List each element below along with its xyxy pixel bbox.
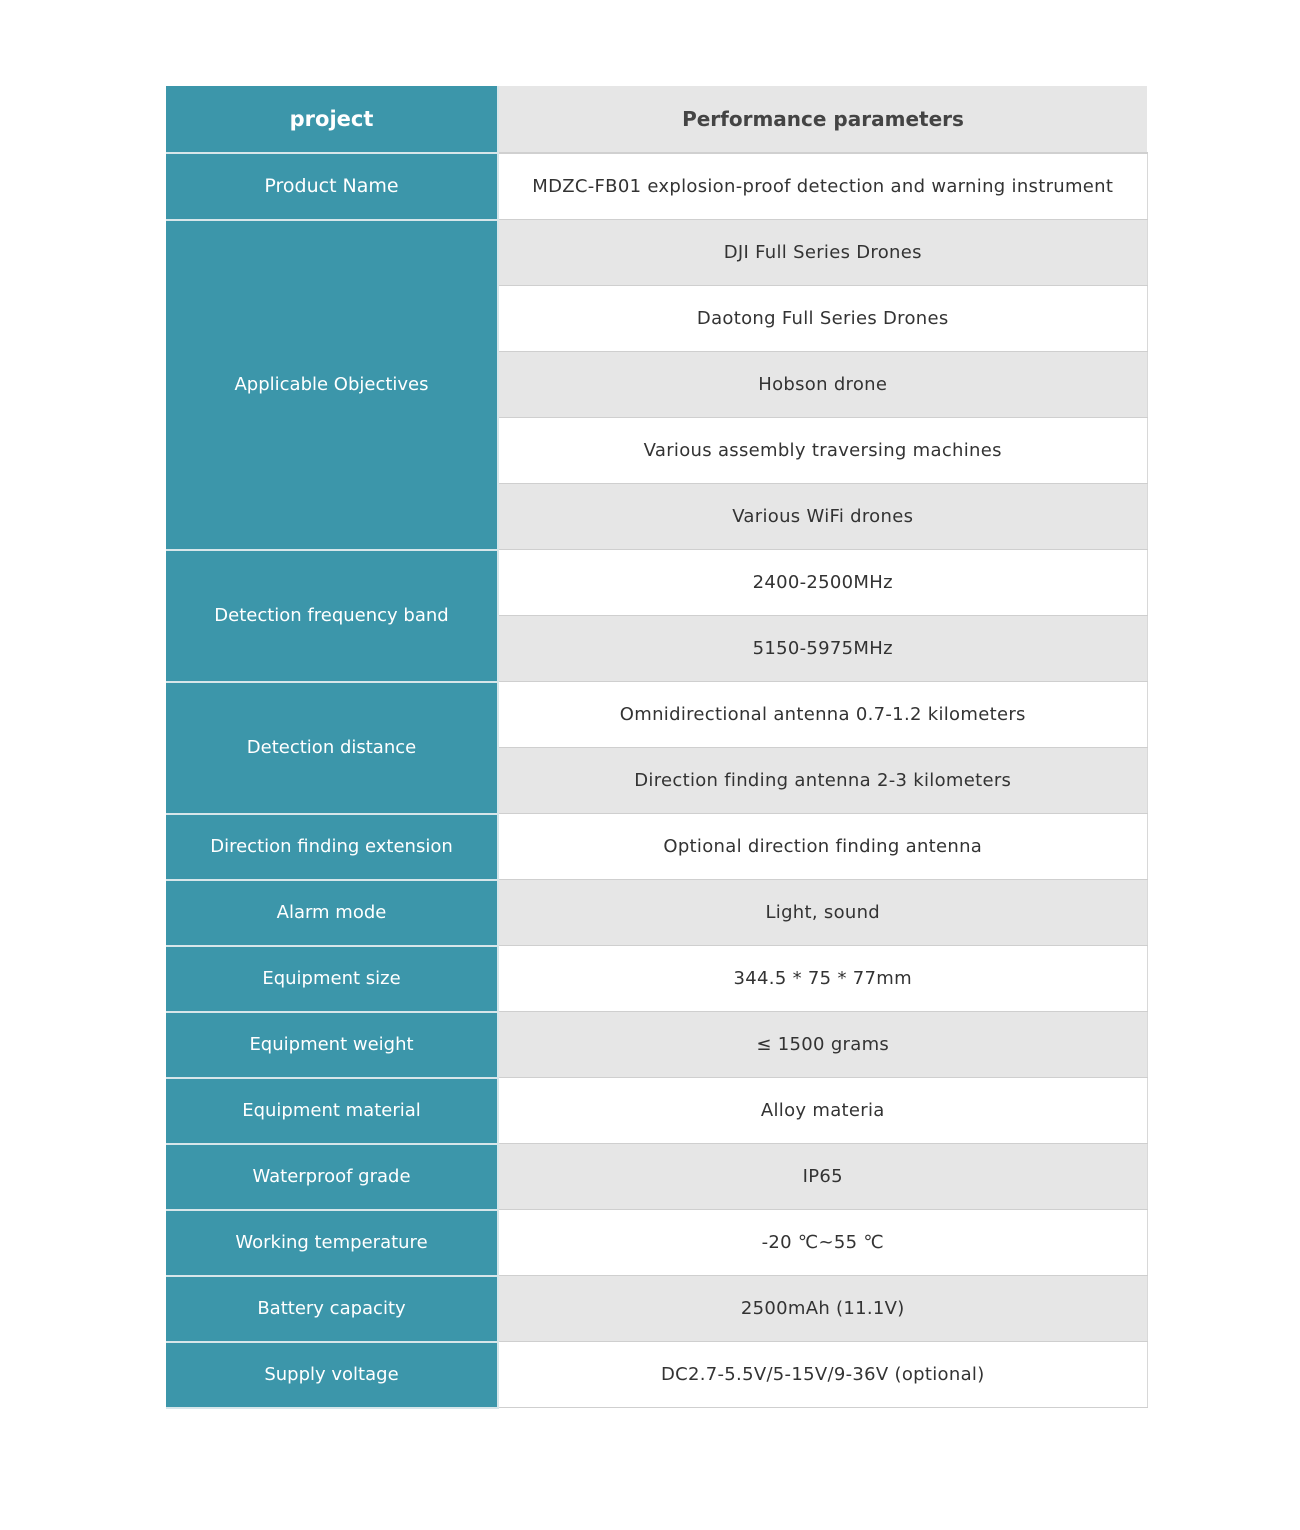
row-value: 5150-5975MHz (498, 616, 1147, 682)
row-label: Equipment material (166, 1078, 498, 1144)
table-row (166, 1276, 1147, 1342)
row-value: 344.5 * 75 * 77mm (498, 946, 1147, 1012)
table-row (166, 153, 1147, 220)
header-performance-parameters: Performance parameters (498, 86, 1147, 153)
row-value: DC2.7-5.5V/5-15V/9-36V (optional) (498, 1342, 1147, 1408)
table-row (166, 682, 1147, 748)
table-row (166, 1210, 1147, 1276)
row-value: Optional direction finding antenna (498, 814, 1147, 880)
row-value: DJI Full Series Drones (498, 220, 1147, 286)
row-label: Alarm mode (166, 880, 498, 946)
table-row (166, 1012, 1147, 1078)
table-header-row (166, 86, 1147, 153)
row-value: Various WiFi drones (498, 484, 1147, 550)
row-value: Direction finding antenna 2-3 kilometers (498, 748, 1147, 814)
table-row (166, 814, 1147, 880)
row-value: MDZC-FB01 explosion-proof detection and warning instrument (498, 153, 1147, 220)
row-value: 2400-2500MHz (498, 550, 1147, 616)
header-project: project (166, 86, 498, 153)
row-value: Light, sound (498, 880, 1147, 946)
table-row (166, 946, 1147, 1012)
row-label: Detection frequency band (166, 550, 498, 682)
row-value: ≤ 1500 grams (498, 1012, 1147, 1078)
table-row (166, 220, 1147, 286)
row-label: Supply voltage (166, 1342, 498, 1408)
row-label: Direction finding extension (166, 814, 498, 880)
row-label: Product Name (166, 153, 498, 220)
spec-table (166, 86, 1148, 1409)
row-value: IP65 (498, 1144, 1147, 1210)
row-label: Battery capacity (166, 1276, 498, 1342)
row-value: -20 ℃~55 ℃ (498, 1210, 1147, 1276)
row-value: Various assembly traversing machines (498, 418, 1147, 484)
row-label: Equipment size (166, 946, 498, 1012)
table-row (166, 880, 1147, 946)
row-label: Equipment weight (166, 1012, 498, 1078)
row-value: Alloy materia (498, 1078, 1147, 1144)
table-row (166, 1144, 1147, 1210)
row-value: Hobson drone (498, 352, 1147, 418)
table-row (166, 1342, 1147, 1408)
row-label: Working temperature (166, 1210, 498, 1276)
spec-body (166, 153, 1147, 1408)
row-label: Waterproof grade (166, 1144, 498, 1210)
row-label: Applicable Objectives (166, 220, 498, 550)
row-label: Detection distance (166, 682, 498, 814)
row-value: 2500mAh (11.1V) (498, 1276, 1147, 1342)
table-row (166, 1078, 1147, 1144)
table-row (166, 550, 1147, 616)
row-value: Omnidirectional antenna 0.7-1.2 kilometers (498, 682, 1147, 748)
row-value: Daotong Full Series Drones (498, 286, 1147, 352)
